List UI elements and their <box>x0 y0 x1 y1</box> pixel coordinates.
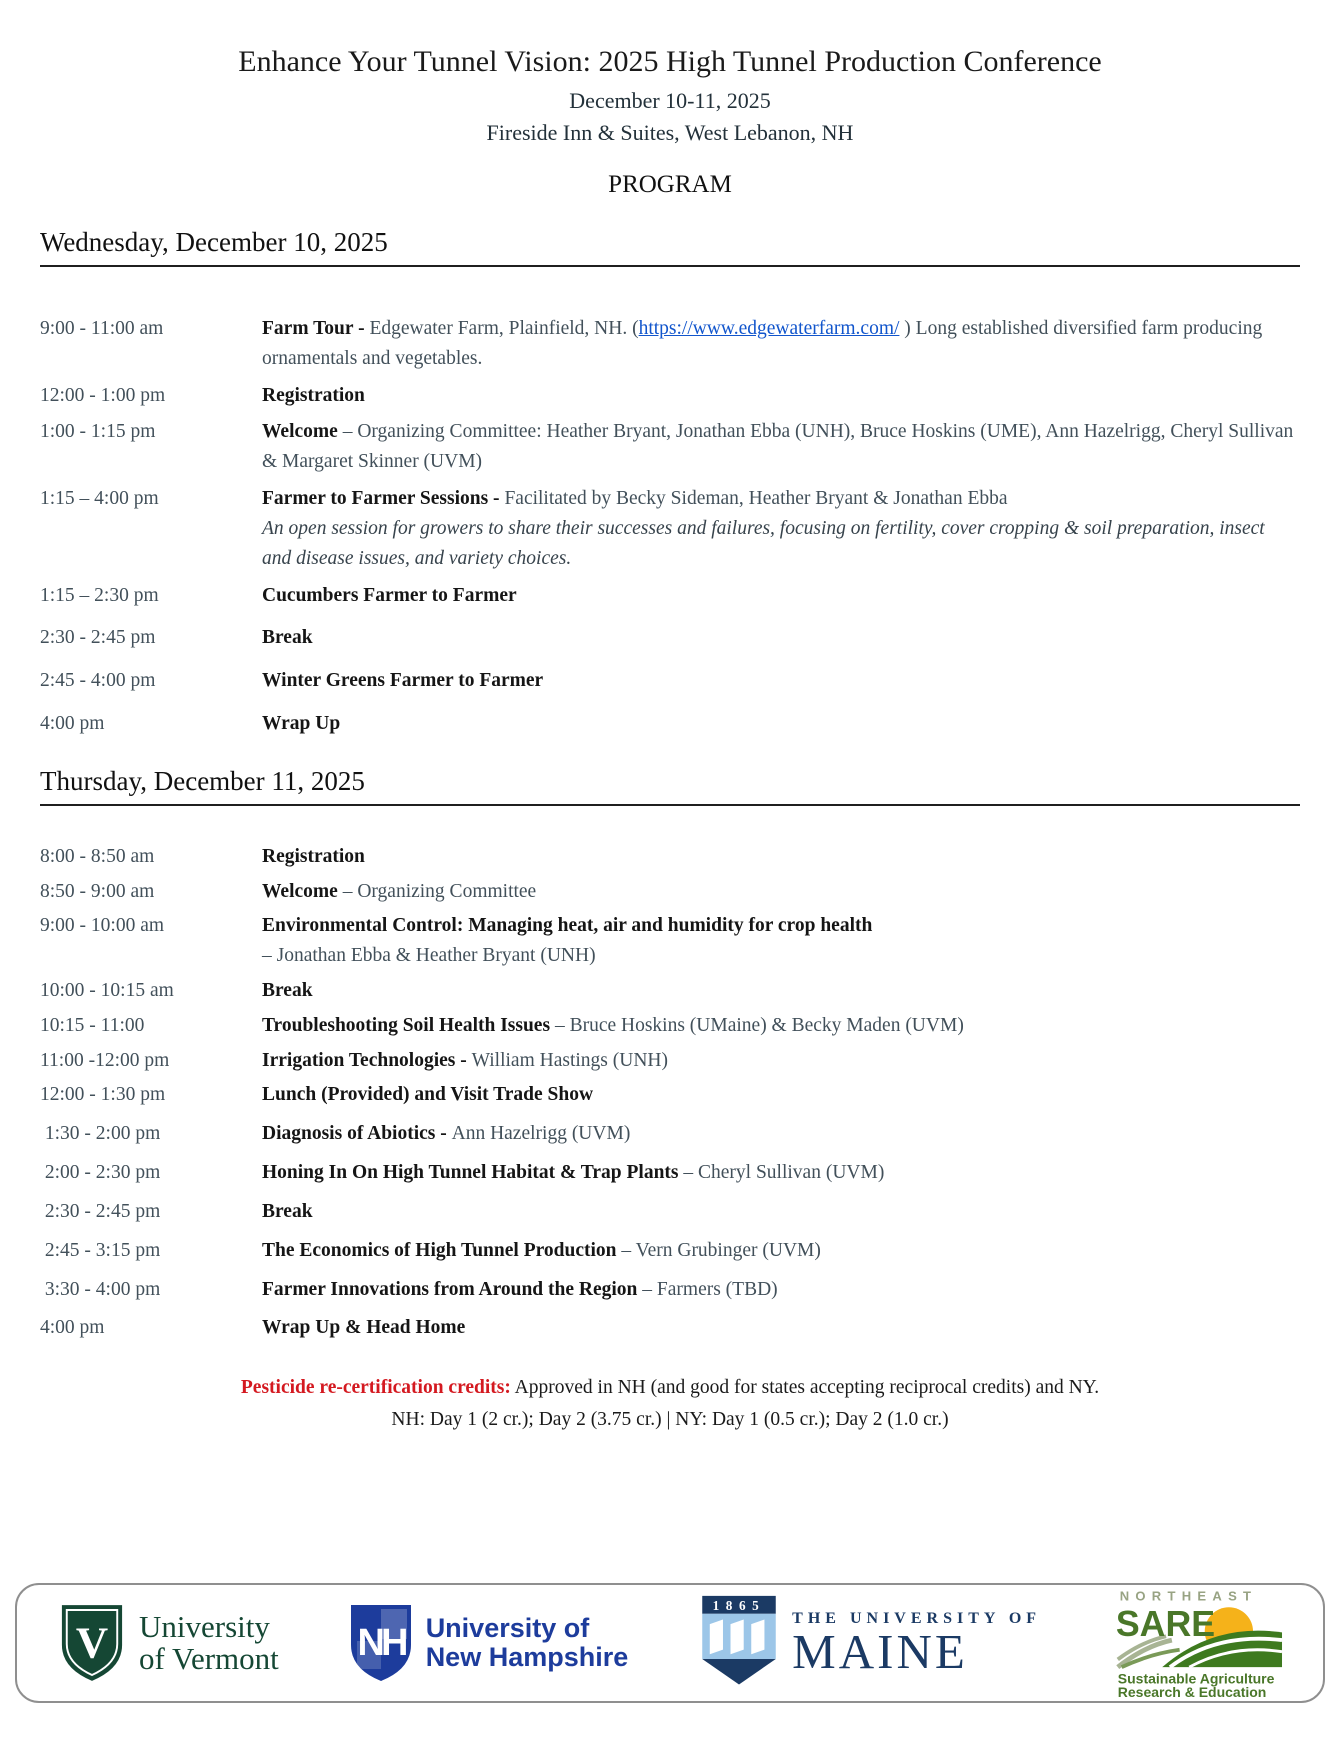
time-cell: 1:00 - 1:15 pm <box>40 421 156 443</box>
session-text-segment: Wrap Up & Head Home <box>262 1317 466 1339</box>
schedule-row <box>40 911 1300 971</box>
session-cell <box>262 1197 1300 1227</box>
time-cell: 8:00 - 8:50 am <box>40 845 155 867</box>
session-cell <box>262 842 1300 872</box>
conference-venue: Fireside Inn & Suites, West Lebanon, NH <box>486 119 854 145</box>
document-header <box>40 44 1300 200</box>
pesticide-line <box>40 1373 1300 1402</box>
session-cell <box>262 911 1300 971</box>
time-cell: 3:30 - 4:00 pm <box>40 1278 161 1300</box>
session-cell <box>262 877 1300 907</box>
session-text-segment: Facilitated by Becky Sideman, Heather Bryant & Jonathan Ebba <box>504 488 1008 510</box>
time-cell: 1:15 – 2:30 pm <box>40 584 159 606</box>
schedule-row <box>40 1158 1300 1188</box>
session-text-segment: – Organizing Committee <box>337 880 537 902</box>
day-heading: Thursday, December 11, 2025 <box>40 765 1300 806</box>
schedule-row <box>40 417 1300 477</box>
session-text-segment: The Economics of High Tunnel Production <box>262 1239 617 1261</box>
time-cell: 8:50 - 9:00 am <box>40 880 155 902</box>
uvm-wordmark-line1: University <box>139 1609 270 1645</box>
unh-shield-letters: NH <box>357 1622 405 1664</box>
schedule-row <box>40 666 1300 696</box>
session-text-segment: William Hastings (UNH) <box>471 1049 668 1071</box>
session-cell <box>262 1046 1300 1076</box>
session-cell <box>262 1080 1300 1110</box>
session-cell <box>262 1119 1300 1149</box>
session-text-segment: – Farmers (TBD) <box>637 1278 778 1300</box>
schedule-row <box>40 877 1300 907</box>
time-cell: 4:00 pm <box>40 1317 105 1339</box>
unh-shield-icon <box>349 1603 413 1683</box>
sare-subline2: Research & Education <box>1117 1684 1267 1700</box>
umaine-wordmark <box>792 1609 1042 1679</box>
session-text-segment: Irrigation Technologies - <box>262 1049 472 1071</box>
umaine-shield-icon <box>698 1594 780 1692</box>
session-text-segment: Environmental Control: Managing heat, air and humidity for crop health <box>262 915 873 937</box>
pesticide-note <box>40 1373 1300 1434</box>
unh-wordmark-line2: New Hampshire <box>425 1642 629 1672</box>
session-text-segment: Ann Hazelrigg (UVM) <box>451 1123 631 1145</box>
session-text-segment: Registration <box>262 845 365 867</box>
schedule-row <box>40 1119 1300 1149</box>
sare-name-label: SARE <box>1115 1604 1216 1645</box>
session-cell <box>262 1275 1300 1305</box>
umaine-year-label: 1865 <box>712 1598 766 1614</box>
schedule-row <box>40 709 1300 739</box>
day-rows <box>40 314 1300 739</box>
schedule-row <box>40 976 1300 1006</box>
sare-region-label: NORTHEAST <box>1119 1588 1258 1604</box>
session-cell <box>262 666 1300 696</box>
page-title: Enhance Your Tunnel Vision: 2025 High Tunnel Production Conference <box>238 45 1102 78</box>
session-cell <box>262 381 1300 411</box>
umaine-wordmark-line2: MAINE <box>792 1623 968 1679</box>
time-cell: 2:30 - 2:45 pm <box>40 1200 161 1222</box>
day-rows <box>40 842 1300 1344</box>
session-text-segment: Farmer Innovations from Around the Region <box>262 1278 638 1300</box>
session-text-segment: Break <box>262 1200 313 1222</box>
session-cell <box>262 1011 1300 1041</box>
schedule-row <box>40 623 1300 653</box>
unh-wordmark-line1: University of <box>425 1612 590 1643</box>
session-text-segment: – Jonathan Ebba & Heather Bryant (UNH) <box>262 945 596 967</box>
session-cell <box>262 1158 1300 1188</box>
session-text-segment: Welcome <box>262 421 338 443</box>
session-text-segment: An open session for growers to share their successes and failures, focusing on fertility, cover cropping & soil preparation, insect and disease issues, and variety choices. <box>262 517 1265 569</box>
session-text-segment: Troubleshooting Soil Health Issues <box>262 1014 551 1036</box>
time-cell: 10:00 - 10:15 am <box>40 980 174 1001</box>
session-text-segment: Registration <box>262 384 365 406</box>
schedule-row <box>40 1236 1300 1266</box>
umaine-logo <box>698 1594 1041 1692</box>
sare-logo <box>1111 1586 1283 1700</box>
time-cell: 1:30 - 2:00 pm <box>40 1123 161 1145</box>
sare-emblem-icon <box>1111 1586 1283 1700</box>
session-text-segment: Farm Tour - <box>262 318 370 339</box>
session-text-segment: Break <box>262 980 313 1001</box>
unh-logo <box>349 1603 629 1683</box>
session-text-segment: Welcome <box>262 880 338 902</box>
session-text-segment: Winter Greens Farmer to Farmer <box>262 670 544 692</box>
session-text-segment: Farmer to Farmer Sessions - <box>262 488 505 510</box>
session-text-segment: – Bruce Hoskins (UMaine) & Becky Maden (UVM) <box>550 1014 964 1036</box>
schedule-day <box>40 765 1300 1343</box>
time-cell: 12:00 - 1:00 pm <box>40 384 166 406</box>
session-cell <box>262 314 1300 374</box>
schedule-row <box>40 1011 1300 1041</box>
pesticide-approved-text: Approved in NH (and good for states accepting reciprocal credits) and NY. <box>510 1377 1100 1399</box>
schedule-row <box>40 1080 1300 1110</box>
schedule-row <box>40 581 1300 611</box>
uvm-wordmark-line2: of Vermont <box>139 1641 279 1676</box>
time-cell: 9:00 - 11:00 am <box>40 318 164 339</box>
time-cell: 11:00 -12:00 pm <box>40 1049 170 1071</box>
time-cell: 1:15 – 4:00 pm <box>40 488 159 510</box>
time-cell: 12:00 - 1:30 pm <box>40 1084 166 1106</box>
session-text-segment: – Vern Grubinger (UVM) <box>616 1239 821 1261</box>
program-label: PROGRAM <box>608 171 732 198</box>
session-text-segment: – Organizing Committee: Heather Bryant, Jonathan Ebba (UNH), Bruce Hoskins (UME), Ann Hazelrigg, Cheryl Sullivan & Margaret Skinner (UVM) <box>262 421 1294 473</box>
session-cell <box>262 417 1300 477</box>
session-link[interactable]: https://www.edgewaterfarm.com/ <box>638 318 900 339</box>
session-cell <box>262 1236 1300 1266</box>
time-cell: 2:45 - 3:15 pm <box>40 1239 161 1261</box>
unh-wordmark <box>426 1614 629 1672</box>
time-cell: 2:00 - 2:30 pm <box>40 1162 161 1184</box>
session-text-segment: Diagnosis of Abiotics - <box>262 1123 452 1145</box>
sare-subline1: Sustainable Agriculture <box>1117 1670 1275 1687</box>
session-text-segment: Edgewater Farm, Plainfield, NH. ( <box>369 318 639 339</box>
schedule-row <box>40 484 1300 573</box>
session-cell <box>262 976 1300 1006</box>
session-text-segment: ) Long established diversified farm producing ornamentals and vegetables. <box>262 318 1263 369</box>
time-cell: 4:00 pm <box>40 713 105 735</box>
pesticide-credits-line: NH: Day 1 (2 cr.); Day 2 (3.75 cr.) | NY: Day 1 (0.5 cr.); Day 2 (1.0 cr.) <box>391 1408 949 1430</box>
schedule-row <box>40 314 1300 374</box>
session-text-segment: Wrap Up <box>262 713 341 735</box>
sponsor-logo-strip <box>15 1583 1325 1703</box>
session-cell <box>262 1313 1300 1343</box>
session-text-segment: Cucumbers Farmer to Farmer <box>262 584 517 606</box>
session-text-segment: Break <box>262 627 313 649</box>
schedule-row <box>40 842 1300 872</box>
conference-dates: December 10-11, 2025 <box>569 88 771 113</box>
time-cell: 2:45 - 4:00 pm <box>40 670 156 692</box>
schedule-day <box>40 226 1300 739</box>
schedule-row <box>40 1313 1300 1343</box>
uvm-shield-icon <box>59 1602 125 1684</box>
pesticide-label: Pesticide re-certification credits: <box>240 1377 511 1399</box>
session-text-segment: Lunch (Provided) and Visit Trade Show <box>262 1084 594 1106</box>
session-text-segment: – Cheryl Sullivan (UVM) <box>678 1162 885 1184</box>
session-cell <box>262 623 1300 653</box>
schedule-row <box>40 381 1300 411</box>
time-cell: 9:00 - 10:00 am <box>40 915 165 937</box>
uvm-shield-letter: V <box>75 1617 109 1668</box>
schedule <box>40 226 1300 1343</box>
day-heading: Wednesday, December 10, 2025 <box>40 226 1300 267</box>
uvm-logo <box>59 1602 279 1684</box>
schedule-row <box>40 1197 1300 1227</box>
time-cell: 2:30 - 2:45 pm <box>40 627 156 649</box>
schedule-row <box>40 1046 1300 1076</box>
session-cell <box>262 581 1300 611</box>
session-cell <box>262 709 1300 739</box>
umaine-wordmark-line1: THE UNIVERSITY OF <box>792 1609 1042 1627</box>
time-cell: 10:15 - 11:00 <box>40 1014 145 1036</box>
session-text-segment: Honing In On High Tunnel Habitat & Trap Plants <box>262 1162 679 1184</box>
uvm-wordmark <box>139 1611 279 1674</box>
session-cell <box>262 484 1300 573</box>
schedule-row <box>40 1275 1300 1305</box>
